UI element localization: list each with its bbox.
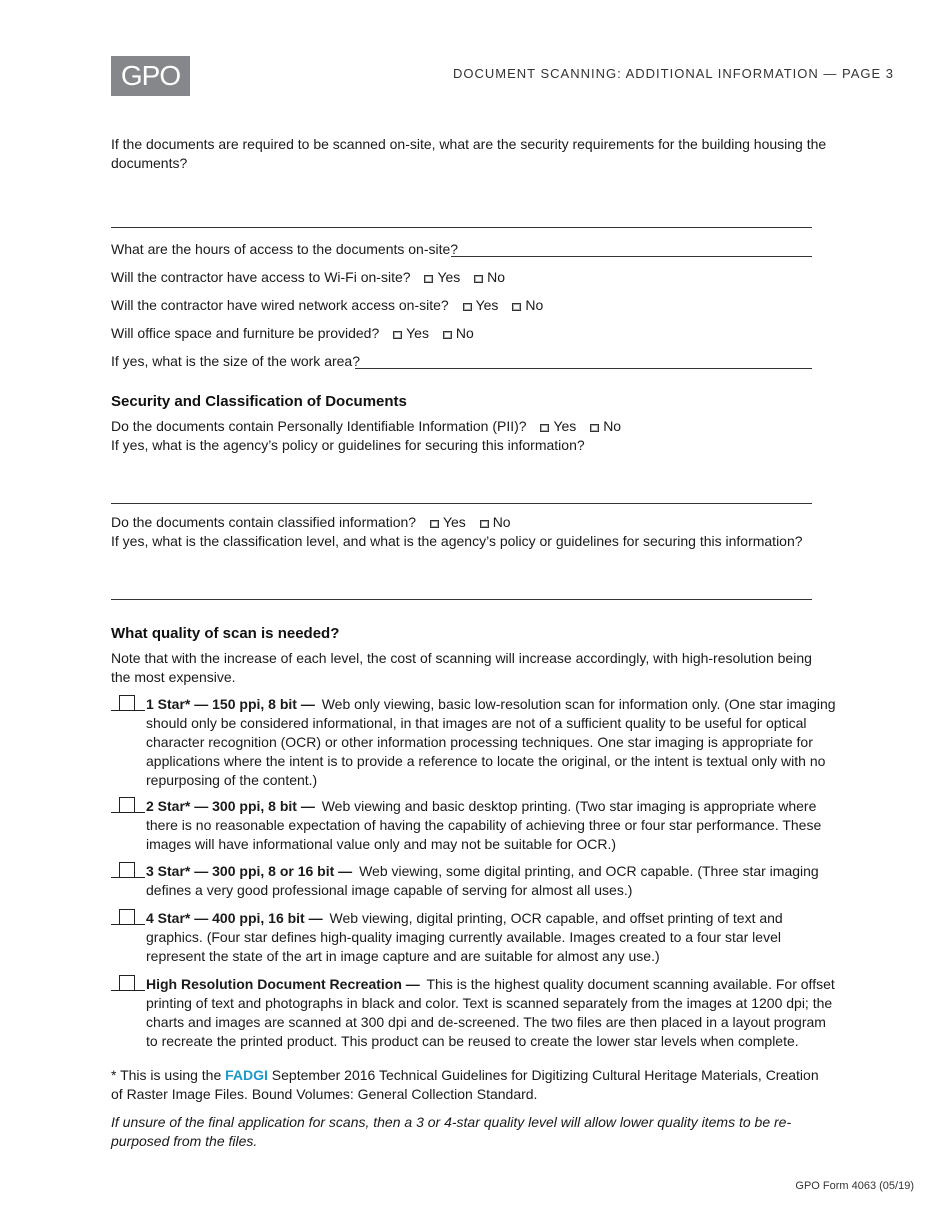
quality-3-star-desc: Web viewing, some digital printing, and OCR capable. (Three star imaging defines a very good professional image capable of serving for almost all uses.) xyxy=(146,863,819,898)
pii-row xyxy=(111,417,621,436)
quality-1-star-desc: Web only viewing, basic low-resolution scan for information only. (One star imaging should only be considered informational, in that images are not of a sufficient quality to be useful for optical character recognition (OCR) or other information processing techniques. One star imaging is appropriate for applications where the intent is to provide a reference to locate the original, or the intent is textual only with no repurposing of the content.) xyxy=(146,696,836,788)
checkbox-icon[interactable] xyxy=(590,424,599,432)
unsure-note: If unsure of the final application for scans, then a 3 or 4-star quality level will allow lower quality items to be re-purposed from the files. xyxy=(111,1114,792,1149)
security-heading: Security and Classification of Documents xyxy=(111,393,407,410)
quality-4-star-desc: Web viewing, digital printing, OCR capable, and offset printing of text and graphics. (Four star defines high-quality imaging currently available. Images created to a four star level represent the state of the art in image capture and are suitable for almost any use.) xyxy=(146,910,783,964)
security-requirements-question: If the documents are required to be scanned on-site, what are the security requirements for the building housing the documents? xyxy=(111,136,827,171)
hours-answer-line[interactable] xyxy=(451,256,812,257)
footnote-suffix: September 2016 Technical Guidelines for Digitizing Cultural Heritage Materials, Creation of Raster Image Files. Bound Volumes: General Collection Standard. xyxy=(111,1067,819,1102)
checkbox-icon[interactable] xyxy=(393,331,402,339)
quality-4-star-label: 4 Star* — 400 ppi, 16 bit — xyxy=(146,910,323,926)
classified-no-option[interactable]: No xyxy=(480,514,511,530)
work-area-answer-line[interactable] xyxy=(355,368,812,369)
office-yes-option[interactable]: Yes xyxy=(393,325,429,341)
checkbox-icon[interactable] xyxy=(512,303,521,311)
quality-high-res-desc: This is the highest quality document scanning available. For offset printing of text and photographs in black and color. Text is scanned separately from the images at 1200 dpi; the charts and images are scanned at 300 dpi and de-screened. The two files are then placed in a layout program to recreate the printed product. This product can be reused to create the lower star levels when complete. xyxy=(146,976,835,1049)
wired-yes-option[interactable]: Yes xyxy=(463,297,499,313)
quality-2-star-checkbox[interactable] xyxy=(111,797,141,814)
office-question: Will office space and furniture be provided? xyxy=(111,325,380,341)
quality-note: Note that with the increase of each level, the cost of scanning will increase accordingly, with high-resolution being the most expensive. xyxy=(111,650,812,685)
quality-3-star-label: 3 Star* — 300 ppi, 8 or 16 bit — xyxy=(146,863,353,879)
quality-2-star-desc: Web viewing and basic desktop printing. (Two star imaging is appropriate where there is no reasonable expectation of having the capability of achieving three or four star performance. These images will have informational value only and may not be suitable for OCR.) xyxy=(146,798,822,852)
wifi-yes-option[interactable]: Yes xyxy=(424,269,460,285)
checkbox-icon[interactable] xyxy=(443,331,452,339)
checkbox-icon[interactable] xyxy=(480,520,489,528)
footnote-prefix: * This is using the xyxy=(111,1067,226,1083)
gpo-logo: GPO xyxy=(111,56,190,96)
pii-question: Do the documents contain Personally Identifiable Information (PII)? xyxy=(111,418,527,434)
pii-policy-answer-line[interactable] xyxy=(111,503,812,504)
wired-row xyxy=(111,296,543,315)
classified-policy-answer-line[interactable] xyxy=(111,599,812,600)
pii-policy-question: If yes, what is the agency’s policy or guidelines for securing this information? xyxy=(111,437,585,453)
quality-1-star-label: 1 Star* — 150 ppi, 8 bit — xyxy=(146,696,315,712)
quality-4-star-checkbox[interactable] xyxy=(111,909,141,926)
form-id: GPO Form 4063 (05/19) xyxy=(795,1180,914,1192)
classified-yes-option[interactable]: Yes xyxy=(430,514,466,530)
quality-4-star-option xyxy=(146,909,840,966)
quality-high-res-option xyxy=(146,975,840,1051)
quality-3-star-option xyxy=(146,862,840,900)
quality-high-res-label: High Resolution Document Recreation — xyxy=(146,976,420,992)
classified-row xyxy=(111,513,511,532)
work-area-question: If yes, what is the size of the work area? xyxy=(111,353,361,369)
checkbox-icon[interactable] xyxy=(463,303,472,311)
checkbox-icon[interactable] xyxy=(424,275,433,283)
hours-question: What are the hours of access to the documents on-site? xyxy=(111,241,459,257)
classified-policy-question: If yes, what is the classification level, and what is the agency’s policy or guidelines for securing this information? xyxy=(111,533,803,549)
quality-3-star-checkbox[interactable] xyxy=(111,862,141,879)
pii-yes-option[interactable]: Yes xyxy=(540,418,576,434)
quality-heading: What quality of scan is needed? xyxy=(111,625,340,642)
wifi-no-option[interactable]: No xyxy=(474,269,505,285)
checkbox-icon[interactable] xyxy=(430,520,439,528)
page-header: DOCUMENT SCANNING: ADDITIONAL INFORMATION — PAGE 3 xyxy=(452,66,894,81)
quality-2-star-option xyxy=(146,797,840,854)
quality-2-star-label: 2 Star* — 300 ppi, 8 bit — xyxy=(146,798,315,814)
checkbox-icon[interactable] xyxy=(474,275,483,283)
fadgi-footnote xyxy=(111,1066,833,1104)
classified-question: Do the documents contain classified information? xyxy=(111,514,417,530)
quality-1-star-checkbox[interactable] xyxy=(111,695,141,712)
quality-1-star-option xyxy=(146,695,840,790)
security-requirements-answer-line[interactable] xyxy=(111,227,812,228)
pii-no-option[interactable]: No xyxy=(590,418,621,434)
office-row xyxy=(111,324,474,343)
wired-no-option[interactable]: No xyxy=(512,297,543,313)
wired-question: Will the contractor have wired network access on-site? xyxy=(111,297,449,313)
fadgi-link[interactable]: FADGI xyxy=(225,1067,268,1083)
office-no-option[interactable]: No xyxy=(443,325,474,341)
checkbox-icon[interactable] xyxy=(540,424,549,432)
quality-high-res-checkbox[interactable] xyxy=(111,975,141,992)
wifi-question: Will the contractor have access to Wi-Fi on-site? xyxy=(111,269,411,285)
wifi-row xyxy=(111,268,505,287)
